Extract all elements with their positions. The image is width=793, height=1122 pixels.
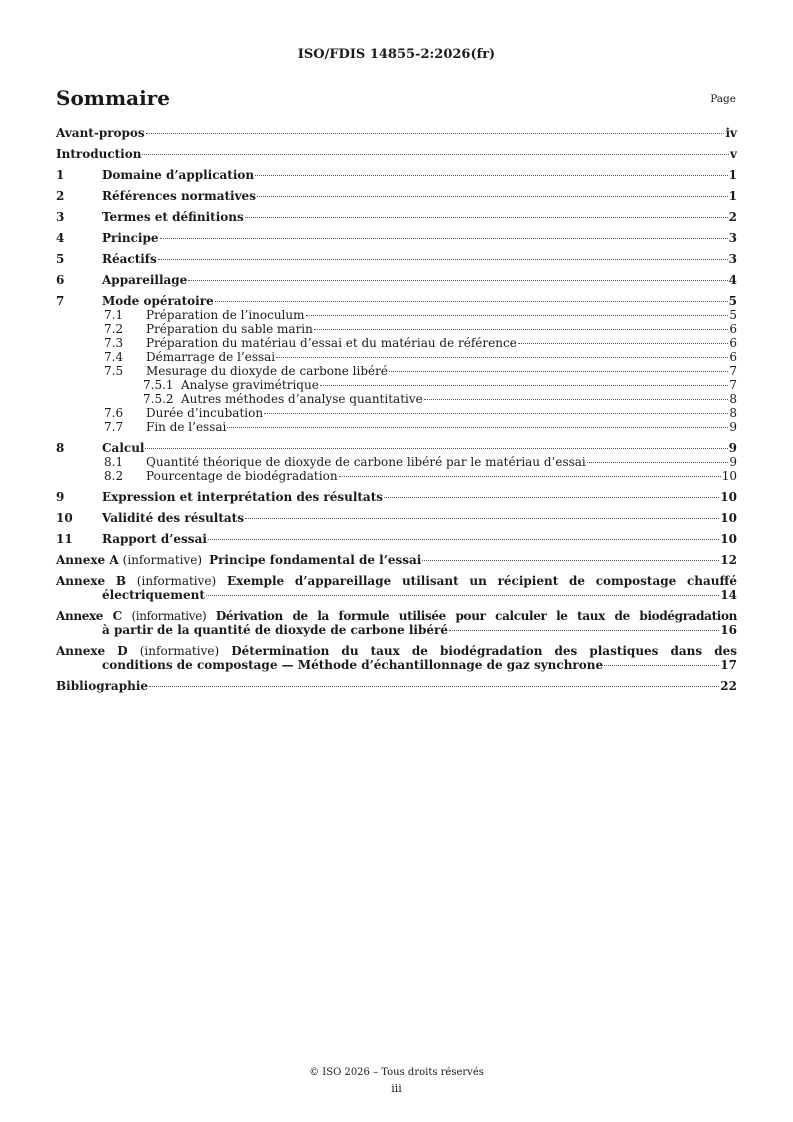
copyright-notice: © ISO 2026 – Tous droits réservés [309, 1067, 484, 1078]
toc-entry-title: Préparation du sable marin [146, 322, 313, 336]
toc-leader-dots [518, 343, 729, 344]
toc-entry-title: Durée d’incubation [146, 406, 264, 420]
toc-entry-title: Calcul [102, 441, 145, 455]
toc-entry-number: 2 [56, 189, 65, 203]
toc-leader-dots [146, 133, 725, 134]
toc-leader-dots [227, 427, 728, 428]
toc-entry-page: 9 [729, 455, 737, 469]
toc-entry-page: 1 [728, 189, 737, 203]
toc-entry-title: Autres méthodes d’analyse quantitative [181, 392, 423, 406]
toc-leader-dots [384, 497, 719, 498]
annex-label: Annexe B [56, 574, 127, 588]
toc-entry-title: Rapport d’essai [102, 532, 207, 546]
toc-entry-title: Dérivation de la formule utilisée pour calculer le taux de biodégradation [215, 609, 737, 623]
toc-entry-page: 10 [720, 511, 737, 525]
toc-entry-page: 5 [728, 294, 737, 308]
toc-entry-page: 4 [728, 273, 737, 287]
annex-label: Annexe D [56, 644, 128, 658]
toc-entry-title: Réactifs [102, 252, 157, 266]
toc-leader-dots [320, 385, 729, 386]
page-footer [0, 1067, 793, 1095]
toc-entry-number: 8 [56, 441, 65, 455]
toc-entry-page: 10 [720, 532, 737, 546]
toc-entry-page: 10 [721, 469, 737, 483]
toc-entry-number: 9 [56, 490, 65, 504]
toc-entry-page: 7 [729, 364, 737, 378]
toc-entry-title: Principe [102, 231, 159, 245]
toc-leader-dots [587, 462, 729, 463]
toc-entry-title-continued: conditions de compostage — Méthode d’échantillonnage de gaz synchrone [102, 658, 604, 672]
toc-entry-section-7[interactable] [56, 294, 737, 308]
toc-entry-number: 7.3 [104, 336, 124, 350]
toc-entry-number: 8.1 [104, 455, 124, 469]
toc-entry-number: 7 [56, 294, 65, 308]
toc-entry-number: 7.5.2 [143, 392, 174, 406]
toc-leader-dots [245, 518, 719, 519]
toc-entry-title: Pourcentage de biodégradation [146, 469, 338, 483]
toc-leader-dots [206, 595, 719, 596]
toc-entry-page: 6 [729, 336, 737, 350]
toc-entry-title: Préparation du matériau d’essai et du matériau de référence [146, 336, 517, 350]
toc-entry-page: 3 [728, 231, 737, 245]
toc-leader-dots [215, 301, 728, 302]
toc-entry-section-7-5-1[interactable] [56, 378, 737, 392]
toc-leader-dots [306, 315, 729, 316]
toc-leader-dots [255, 175, 728, 176]
toc-entry-number: 7.4 [104, 350, 124, 364]
toc-entry-page: 10 [720, 490, 737, 504]
toc-entry-number: 6 [56, 273, 65, 287]
annex-kind: (informative) [122, 553, 203, 567]
toc-entry-annex-d[interactable] [56, 644, 737, 672]
toc-entry-number: 3 [56, 210, 65, 224]
page-column-label: Page [710, 93, 736, 105]
table-of-contents [56, 126, 737, 693]
toc-entry-page: 2 [728, 210, 737, 224]
toc-leader-dots [142, 154, 729, 155]
toc-entry-title: Validité des résultats [102, 511, 244, 525]
toc-entry-title: Détermination du taux de biodégradation des plastiques dans des [231, 644, 737, 658]
toc-entry-number: 5 [56, 252, 65, 266]
toc-entry-page: 9 [729, 420, 737, 434]
toc-entry-title: Principe fondamental de l’essai [209, 553, 422, 567]
annex-kind: (informative) [139, 644, 220, 658]
toc-entry-section-3[interactable] [56, 210, 737, 224]
toc-entry-title: Appareillage [102, 273, 188, 287]
toc-entry-bibliographie[interactable] [56, 679, 737, 693]
toc-leader-dots [158, 259, 728, 260]
toc-entry-page: 16 [720, 623, 737, 637]
annex-label: Annexe A [56, 553, 119, 567]
toc-entry-number: 11 [56, 532, 73, 546]
toc-entry-section-2[interactable] [56, 189, 737, 203]
toc-entry-number: 7.6 [104, 406, 124, 420]
toc-entry-title: Analyse gravimétrique [181, 378, 319, 392]
toc-entry-annex-a[interactable] [56, 553, 737, 567]
toc-entry-title: Termes et définitions [102, 210, 244, 224]
toc-leader-dots [257, 196, 728, 197]
toc-entry-title: Introduction [56, 147, 142, 161]
toc-leader-dots [276, 357, 728, 358]
toc-entry-section-10[interactable] [56, 511, 737, 525]
toc-entry-page: 8 [729, 392, 737, 406]
toc-entry-page: 22 [720, 679, 737, 693]
toc-entry-number: 1 [56, 168, 65, 182]
toc-entry-number: 7.7 [104, 420, 124, 434]
toc-entry-number: 7.5 [104, 364, 124, 378]
toc-entry-number: 7.1 [104, 308, 124, 322]
toc-entry-title: Mode opératoire [102, 294, 214, 308]
toc-entry-section-5[interactable] [56, 252, 737, 266]
toc-entry-page: 6 [729, 350, 737, 364]
toc-entry-annex-b[interactable] [56, 574, 737, 602]
toc-entry-section-11[interactable] [56, 532, 737, 546]
toc-entry-page: v [730, 147, 737, 161]
toc-entry-number: 7.5.1 [143, 378, 174, 392]
toc-entry-number: 8.2 [104, 469, 124, 483]
toc-entry-section-7-7[interactable] [56, 420, 737, 434]
toc-entry-section-7-3[interactable] [56, 336, 737, 350]
toc-entry-section-7-1[interactable] [56, 308, 737, 322]
toc-entry-number: 10 [56, 511, 73, 525]
toc-entry-section-7-5-2[interactable] [56, 392, 737, 406]
toc-entry-title: Domaine d’application [102, 168, 255, 182]
toc-entry-title: Mesurage du dioxyde de carbone libéré [146, 364, 388, 378]
toc-entry-section-4[interactable] [56, 231, 737, 245]
toc-leader-dots [339, 476, 721, 477]
toc-entry-introduction[interactable] [56, 147, 737, 161]
toc-entry-section-8-2[interactable] [56, 469, 737, 483]
toc-leader-dots [208, 539, 719, 540]
toc-entry-section-7-5[interactable] [56, 364, 737, 378]
toc-entry-page: 5 [729, 308, 737, 322]
toc-entry-page: 9 [728, 441, 737, 455]
annex-label: Annexe C [56, 609, 122, 623]
toc-leader-dots [314, 329, 728, 330]
toc-entry-annex-c[interactable] [56, 609, 737, 637]
toc-entry-number: 7.2 [104, 322, 124, 336]
toc-leader-dots [245, 217, 728, 218]
toc-entry-title: Quantité théorique de dioxyde de carbone libéré par le matériau d’essai [146, 455, 586, 469]
toc-leader-dots [449, 630, 719, 631]
document-header: ISO/FDIS 14855-2:2026(fr) [297, 47, 496, 62]
toc-entry-section-1[interactable] [56, 168, 737, 182]
toc-entry-title: Exemple d’appareillage utilisant un récipient de compostage chauffé [226, 574, 737, 588]
toc-entry-title: Préparation de l’inoculum [146, 308, 305, 322]
toc-entry-page: 1 [728, 168, 737, 182]
toc-entry-title-continued: électriquement [102, 588, 205, 602]
toc-leader-dots [149, 686, 719, 687]
toc-entry-section-6[interactable] [56, 273, 737, 287]
toc-entry-title-continued: à partir de la quantité de dioxyde de carbone libéré [102, 623, 448, 637]
toc-entry-title: Démarrage de l’essai [146, 350, 276, 364]
toc-entry-page: 8 [729, 406, 737, 420]
toc-entry-page: 17 [720, 658, 737, 672]
annex-kind: (informative) [136, 574, 217, 588]
toc-entry-avant-propos[interactable] [56, 126, 737, 140]
toc-leader-dots [424, 399, 729, 400]
toc-entry-page: 14 [720, 588, 737, 602]
toc-leader-dots [604, 665, 719, 666]
toc-entry-section-7-4[interactable] [56, 350, 737, 364]
toc-entry-page: 7 [729, 378, 737, 392]
toc-leader-dots [145, 448, 727, 449]
page-title: Sommaire [56, 86, 170, 110]
toc-entry-page: 6 [729, 322, 737, 336]
toc-entry-section-7-6[interactable] [56, 406, 737, 420]
toc-entry-section-7-2[interactable] [56, 322, 737, 336]
toc-leader-dots [389, 371, 728, 372]
toc-leader-dots [188, 280, 727, 281]
toc-entry-page: iv [725, 126, 737, 140]
toc-entry-section-9[interactable] [56, 490, 737, 504]
toc-entry-title: Fin de l’essai [146, 420, 227, 434]
page-number: iii [391, 1082, 402, 1095]
toc-entry-section-8[interactable] [56, 441, 737, 455]
toc-leader-dots [160, 238, 728, 239]
toc-entry-section-8-1[interactable] [56, 455, 737, 469]
toc-entry-title: Bibliographie [56, 679, 149, 693]
toc-entry-page: 12 [720, 553, 737, 567]
annex-kind: (informative) [131, 609, 207, 623]
toc-entry-title: Expression et interprétation des résultats [102, 490, 384, 504]
toc-entry-number: 4 [56, 231, 65, 245]
toc-leader-dots [422, 560, 719, 561]
toc-entry-page: 3 [728, 252, 737, 266]
toc-leader-dots [264, 413, 728, 414]
toc-entry-title: Avant-propos [56, 126, 145, 140]
toc-entry-title: Références normatives [102, 189, 256, 203]
